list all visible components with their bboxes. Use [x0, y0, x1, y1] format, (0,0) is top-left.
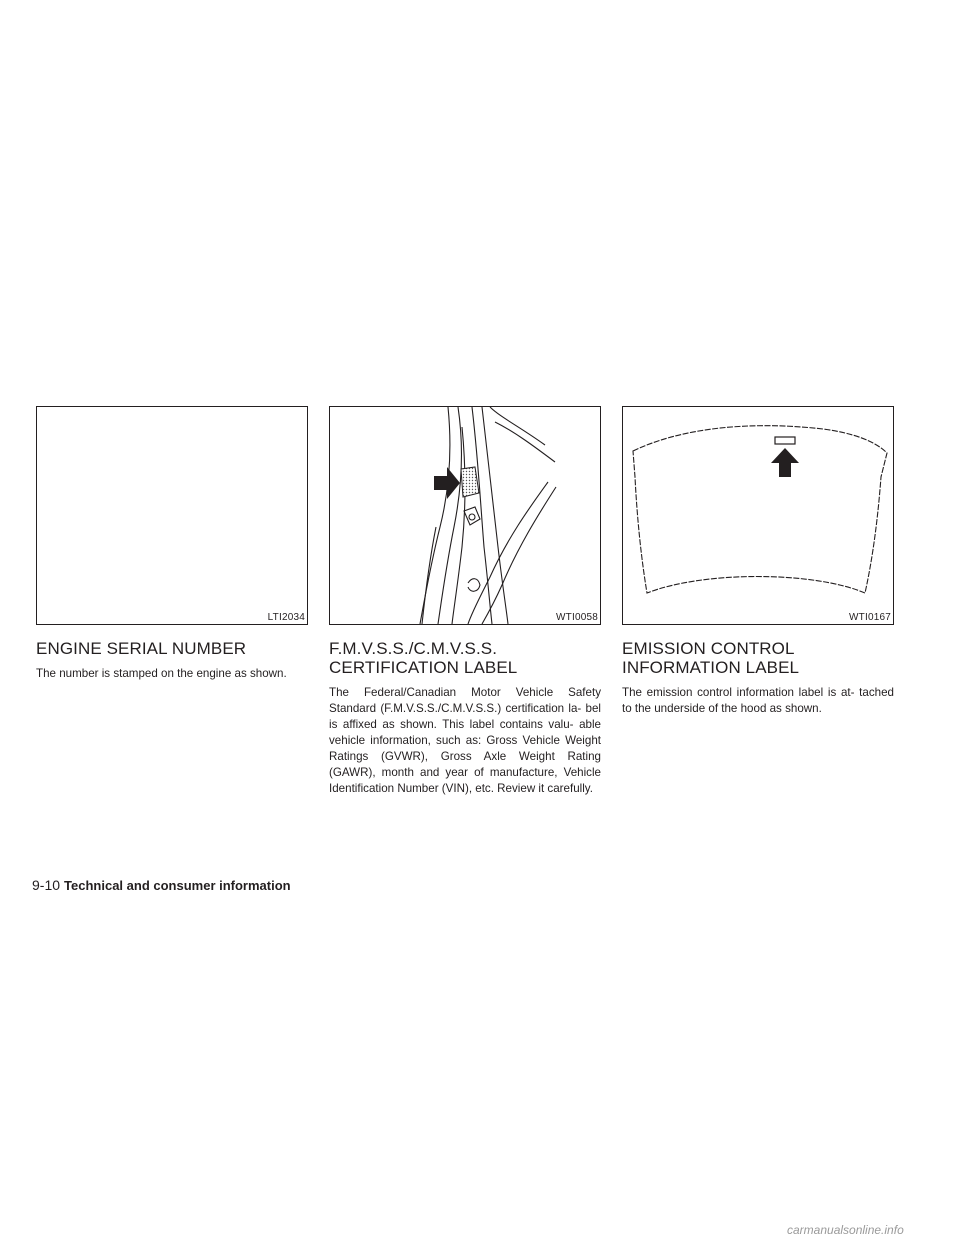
section-engine-serial-number: [36, 406, 308, 682]
engine-serial-figure: [36, 406, 308, 625]
figure-code: LTI2034: [267, 612, 305, 623]
section-heading: [36, 639, 308, 658]
hood-illustration: [623, 407, 893, 624]
section-body: The number is stamped on the engine as shown.: [36, 667, 287, 680]
hood-figure: [622, 406, 894, 625]
chapter-title: Technical and consumer information: [64, 878, 291, 893]
certification-label-mark: [461, 467, 479, 497]
watermark: carmanualsonline.info: [787, 1223, 904, 1237]
section-heading: [329, 639, 601, 677]
section-body: The emission control information label is at- tached to the underside of the hood as shown.: [622, 686, 894, 715]
page-number: 9-10: [32, 877, 61, 893]
heading-line: CERTIFICATION LABEL: [329, 658, 518, 677]
section-body: The Federal/Canadian Motor Vehicle Safety Standard (F.M.V.S.S./C.M.V.S.S.) certification la- bel is affixed as shown. This label contains valu- able vehicle information, such as: Gross Vehicle Weight Ratings (GVWR), Gross Axle Weight Rating (GAWR), month and year of manufacture, Vehicle Identification Number (VIN), etc. Review it carefully.: [329, 686, 601, 795]
page-footer: [32, 877, 291, 893]
heading-line: F.M.V.S.S./C.M.V.S.S.: [329, 639, 498, 658]
section-emission-control-label: [622, 406, 894, 717]
door-pillar-illustration: [330, 407, 600, 624]
figure-code: WTI0167: [849, 612, 891, 623]
door-pillar-figure: [329, 406, 601, 625]
arrow-right-icon: [434, 467, 460, 499]
figure-code: WTI0058: [556, 612, 598, 623]
emission-label-mark: [775, 437, 795, 444]
arrow-up-icon: [771, 448, 799, 477]
section-heading: [622, 639, 894, 677]
heading-line: ENGINE SERIAL NUMBER: [36, 639, 247, 658]
heading-line: INFORMATION LABEL: [622, 658, 800, 677]
heading-line: EMISSION CONTROL: [622, 639, 795, 658]
section-certification-label: [329, 406, 601, 797]
